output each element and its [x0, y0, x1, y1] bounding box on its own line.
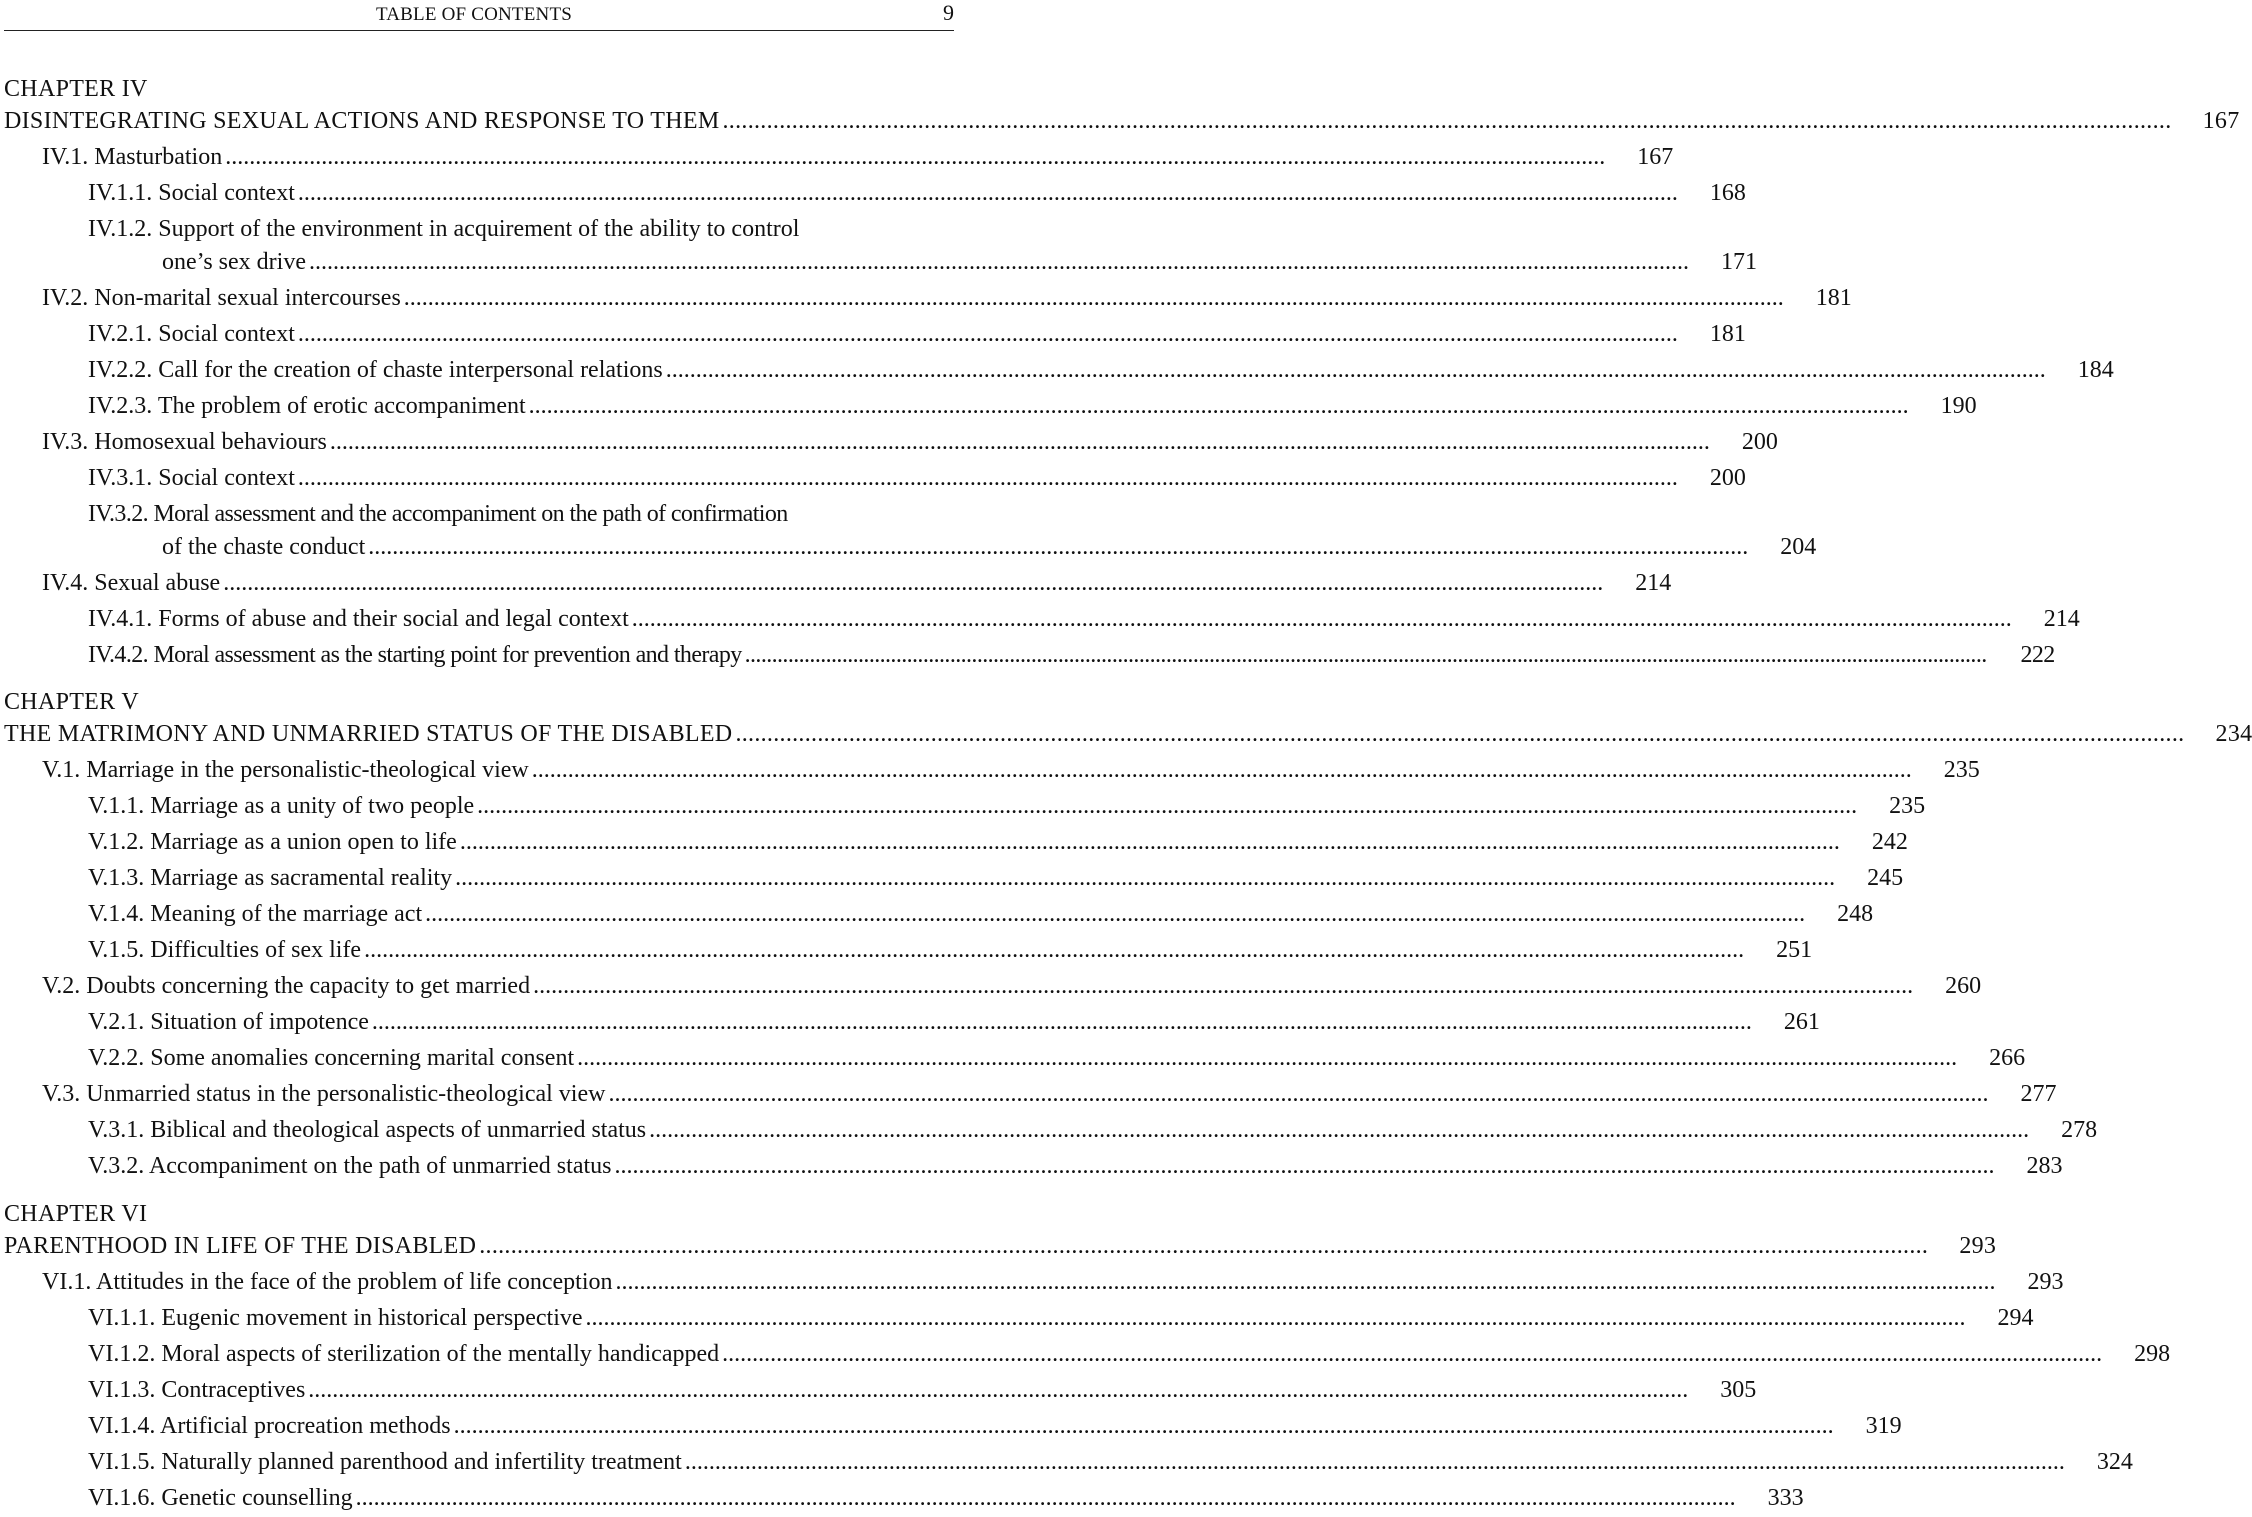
toc-entry[interactable] — [4, 140, 1674, 174]
dot-leader — [477, 789, 1857, 823]
toc-entry[interactable] — [4, 461, 1746, 495]
dot-leader — [368, 530, 1748, 564]
toc-entry-title: one’s sex drive — [162, 249, 306, 275]
toc-entry[interactable] — [4, 897, 1874, 931]
toc-entry-number: IV.3. — [42, 429, 89, 455]
toc-entry[interactable] — [4, 389, 1977, 423]
chapter-label: CHAPTER V — [4, 689, 139, 715]
toc-entry-page: 305 — [1720, 1377, 1757, 1403]
toc-entry-number: IV.2. — [42, 285, 89, 311]
dot-leader — [454, 1409, 1834, 1443]
dot-leader — [533, 969, 1913, 1003]
toc-entry-number: VI.1.1. — [88, 1305, 156, 1331]
toc-entry-page: 167 — [2202, 108, 2240, 134]
dot-leader — [404, 281, 1784, 315]
dot-leader — [735, 717, 2184, 751]
toc-entry[interactable] — [4, 353, 2114, 387]
toc-entry[interactable] — [4, 1005, 1820, 1039]
toc-entry[interactable] — [4, 933, 1813, 967]
toc-entry[interactable] — [4, 212, 1038, 246]
dot-leader — [309, 245, 1689, 279]
dot-leader — [529, 389, 1909, 423]
toc-entry-number: V.1.2. — [88, 829, 145, 855]
toc-entry[interactable] — [4, 638, 2055, 672]
toc-entry[interactable] — [4, 1301, 2034, 1335]
dot-leader — [364, 933, 1744, 967]
toc-entry-page: 245 — [1867, 865, 1904, 891]
toc-entry[interactable] — [4, 825, 1908, 859]
toc-entry-number: IV.3.1. — [88, 465, 153, 491]
toc-entry[interactable] — [4, 717, 2252, 751]
toc-entry-number: IV.2.2. — [88, 357, 153, 383]
toc-entry[interactable] — [4, 317, 1746, 351]
toc-entry-title: PARENTHOOD IN LIFE OF THE DISABLED — [4, 1233, 477, 1259]
toc-entry[interactable] — [4, 1481, 1804, 1515]
dot-leader — [586, 1301, 1966, 1335]
chapter-label: CHAPTER VI — [4, 1201, 148, 1227]
toc-entry-title: Marriage as a union open to life — [150, 829, 457, 855]
toc-entry-title: Difficulties of sex life — [150, 937, 362, 963]
dot-leader — [479, 1229, 1928, 1263]
toc-entry-page: 283 — [2026, 1153, 2063, 1179]
toc-entry-page: 235 — [1943, 757, 1980, 783]
toc-entry[interactable] — [4, 602, 2080, 636]
toc-entry-title: Genetic counselling — [161, 1485, 353, 1511]
toc-entry-page: 214 — [1635, 570, 1672, 596]
toc-entry-number: IV.1.1. — [88, 180, 153, 206]
toc-entry-number: V.1.5. — [88, 937, 145, 963]
dot-leader — [745, 638, 1987, 672]
toc-entry-title: Biblical and theological aspects of unmarried status — [150, 1117, 647, 1143]
toc-entry-title: Non-marital sexual intercourses — [94, 285, 401, 311]
running-header — [4, 0, 954, 31]
toc-entry-page: 214 — [2043, 606, 2080, 632]
dot-leader — [632, 602, 2012, 636]
toc-entry-page: 181 — [1815, 285, 1852, 311]
toc-entry-title: Some anomalies concerning marital consent — [150, 1045, 575, 1071]
toc-entry-page: 293 — [1959, 1233, 1997, 1259]
toc-entry-page: 277 — [2020, 1081, 2057, 1107]
toc-entry-page: 242 — [1871, 829, 1908, 855]
toc-entry-number: IV.4.1. — [88, 606, 153, 632]
toc-entry-title: Moral assessment and the accompaniment on the path of confirmation — [153, 501, 788, 527]
toc-entry-page: 324 — [2096, 1449, 2133, 1475]
toc-entry-page: 260 — [1945, 973, 1982, 999]
toc-entry-continuation[interactable] — [4, 530, 1817, 564]
toc-entry[interactable] — [4, 789, 1926, 823]
dot-leader — [372, 1005, 1752, 1039]
toc-entry-number: V.3. — [42, 1081, 81, 1107]
toc-entry-page: 190 — [1940, 393, 1977, 419]
toc-entry-page: 167 — [1637, 144, 1674, 170]
toc-entry-number: IV.4. — [42, 570, 89, 596]
toc-entry-title: Marriage as sacramental reality — [150, 865, 453, 891]
toc-entry-page: 181 — [1709, 321, 1746, 347]
toc-entry[interactable] — [4, 176, 1746, 210]
toc-entry-page: 319 — [1865, 1413, 1902, 1439]
dot-leader — [649, 1113, 2029, 1147]
toc-entry-number: V.1.1. — [88, 793, 145, 819]
dot-leader — [723, 104, 2172, 138]
toc-entry-title: Call for the creation of chaste interpersonal relations — [158, 357, 663, 383]
toc-entry-title: Social context — [158, 321, 295, 347]
dot-leader — [225, 140, 1605, 174]
toc-entry-title: Eugenic movement in historical perspective — [161, 1305, 583, 1331]
toc-entry-title: DISINTEGRATING SEXUAL ACTIONS AND RESPONSE TO THEM — [4, 108, 720, 134]
toc-entry-title: Moral aspects of sterilization of the mentally handicapped — [161, 1341, 720, 1367]
toc-entry-page: 251 — [1776, 937, 1813, 963]
dot-leader — [298, 317, 1678, 351]
toc-entry-title: Homosexual behaviours — [94, 429, 327, 455]
toc-entry-number: IV.1. — [42, 144, 89, 170]
toc-entry-title: The problem of erotic accompaniment — [157, 393, 526, 419]
toc-entry[interactable] — [4, 1409, 1902, 1443]
toc-entry-page: 293 — [2027, 1269, 2064, 1295]
toc-entry-number: IV.1.2. — [88, 216, 153, 242]
toc-entry[interactable] — [4, 1337, 2171, 1371]
toc-entry-number: V.1.3. — [88, 865, 145, 891]
toc-entry-title: Sexual abuse — [94, 570, 221, 596]
toc-entry[interactable] — [4, 1077, 2057, 1111]
toc-entry-title: Accompaniment on the path of unmarried status — [148, 1153, 612, 1179]
toc-entry-page: 333 — [1767, 1485, 1804, 1511]
dot-leader — [298, 176, 1678, 210]
toc-entry-page: 200 — [1709, 465, 1746, 491]
toc-entry-title: Naturally planned parenthood and infertility treatment — [161, 1449, 682, 1475]
toc-entry-number: V.2.2. — [88, 1045, 145, 1071]
toc-entry-title: Social context — [158, 465, 295, 491]
toc-entry-page: 261 — [1783, 1009, 1820, 1035]
toc-entry-page: 184 — [2077, 357, 2114, 383]
dot-leader — [666, 353, 2046, 387]
dot-leader — [614, 1149, 1994, 1183]
toc-entry-title: Attitudes in the face of the problem of life conception — [96, 1269, 613, 1295]
toc-entry-title: Marriage as a unity of two people — [150, 793, 475, 819]
toc-entry-title: of the chaste conduct — [162, 534, 366, 560]
toc-entry-number: V.1.4. — [88, 901, 145, 927]
toc-entry-title: Contraceptives — [161, 1377, 306, 1403]
dot-leader — [425, 897, 1805, 931]
dot-leader — [330, 425, 1710, 459]
toc-entry-page: 266 — [1989, 1045, 2026, 1071]
toc-entry[interactable] — [4, 1445, 2133, 1479]
toc-entry-number: V.2. — [42, 973, 81, 999]
dot-leader — [608, 1077, 1988, 1111]
toc-entry-title: Moral assessment as the starting point for prevention and therapy — [153, 642, 742, 668]
toc-entry-page: 294 — [1997, 1305, 2034, 1331]
dot-leader — [532, 753, 1912, 787]
toc-entry-title: Situation of impotence — [150, 1009, 369, 1035]
toc-entry[interactable] — [4, 861, 1904, 895]
toc-entry-number: VI.1.5. — [88, 1449, 156, 1475]
dot-leader — [577, 1041, 1957, 1075]
toc-entry[interactable] — [4, 104, 2240, 138]
toc-entry-number: IV.2.3. — [88, 393, 153, 419]
toc-entry-number: VI.1.3. — [88, 1377, 156, 1403]
dot-leader — [308, 1373, 1688, 1407]
toc-entry-number: V.2.1. — [88, 1009, 145, 1035]
toc-entry-page: 200 — [1741, 429, 1778, 455]
toc-entry-title: Artificial procreation methods — [160, 1413, 451, 1439]
toc-entry[interactable] — [4, 1041, 2026, 1075]
header-page-number: 9 — [943, 0, 954, 25]
toc-entry-page: 168 — [1709, 180, 1746, 206]
toc-entry-page: 278 — [2061, 1117, 2098, 1143]
toc-entry-title: Masturbation — [94, 144, 223, 170]
toc-entry-number: V.1. — [42, 757, 81, 783]
toc-entry[interactable] — [4, 753, 1980, 787]
toc-entry-title: Unmarried status in the personalistic-theological view — [86, 1081, 606, 1107]
dot-leader — [455, 861, 1835, 895]
dot-leader — [298, 461, 1678, 495]
toc-entry-number: VI.1. — [42, 1269, 92, 1295]
toc-entry-number: IV.3.2. — [88, 501, 149, 527]
toc-entry-number: IV.4.2. — [88, 642, 149, 668]
toc-entry[interactable] — [4, 1149, 2063, 1183]
toc-entry-number: V.3.1. — [88, 1117, 145, 1143]
toc-entry-continuation[interactable] — [4, 245, 1757, 279]
toc-entry-page: 298 — [2134, 1341, 2171, 1367]
toc-entry-number: VI.1.6. — [88, 1485, 156, 1511]
toc-entry-title: Social context — [158, 180, 295, 206]
toc-entry-title: THE MATRIMONY AND UNMARRIED STATUS OF THE DISABLED — [4, 721, 733, 747]
toc-entry-number: V.3.2. — [88, 1153, 145, 1179]
toc-entry-title: Forms of abuse and their social and legal context — [158, 606, 629, 632]
toc-entry-page: 234 — [2215, 721, 2252, 747]
toc-entry-page: 222 — [2020, 642, 2055, 668]
toc-entry-page: 204 — [1780, 534, 1817, 560]
toc-entry-number: IV.2.1. — [88, 321, 153, 347]
toc-entry-page: 235 — [1889, 793, 1926, 819]
toc-entry-title: Meaning of the marriage act — [150, 901, 423, 927]
toc-entry[interactable] — [4, 425, 1778, 459]
dot-leader — [722, 1337, 2102, 1371]
dot-leader — [460, 825, 1840, 859]
toc-entry-page: 171 — [1720, 249, 1757, 275]
toc-entry[interactable] — [4, 1373, 1757, 1407]
toc-entry-number: VI.1.4. — [88, 1413, 156, 1439]
dot-leader — [356, 1481, 1736, 1515]
toc-entry[interactable] — [4, 566, 1672, 600]
header-title: TABLE OF CONTENTS — [375, 4, 573, 25]
toc-entry-title: Marriage in the personalistic-theological view — [86, 757, 529, 783]
dot-leader — [616, 1265, 1996, 1299]
toc-entry[interactable] — [4, 1113, 2098, 1147]
dot-leader — [685, 1445, 2065, 1479]
toc-entry-number: VI.1.2. — [88, 1341, 156, 1367]
toc-entry[interactable] — [4, 497, 1038, 531]
toc-entry[interactable] — [4, 281, 1852, 315]
toc-entry-title: Doubts concerning the capacity to get married — [86, 973, 531, 999]
toc-entry[interactable] — [4, 1265, 2064, 1299]
toc-entry[interactable] — [4, 969, 1982, 1003]
toc-entry[interactable] — [4, 1229, 1997, 1263]
toc-entry-page: 248 — [1837, 901, 1874, 927]
dot-leader — [223, 566, 1603, 600]
chapter-label: CHAPTER IV — [4, 76, 148, 102]
toc-entry-title: Support of the environment in acquirement of the ability to control — [158, 216, 800, 242]
